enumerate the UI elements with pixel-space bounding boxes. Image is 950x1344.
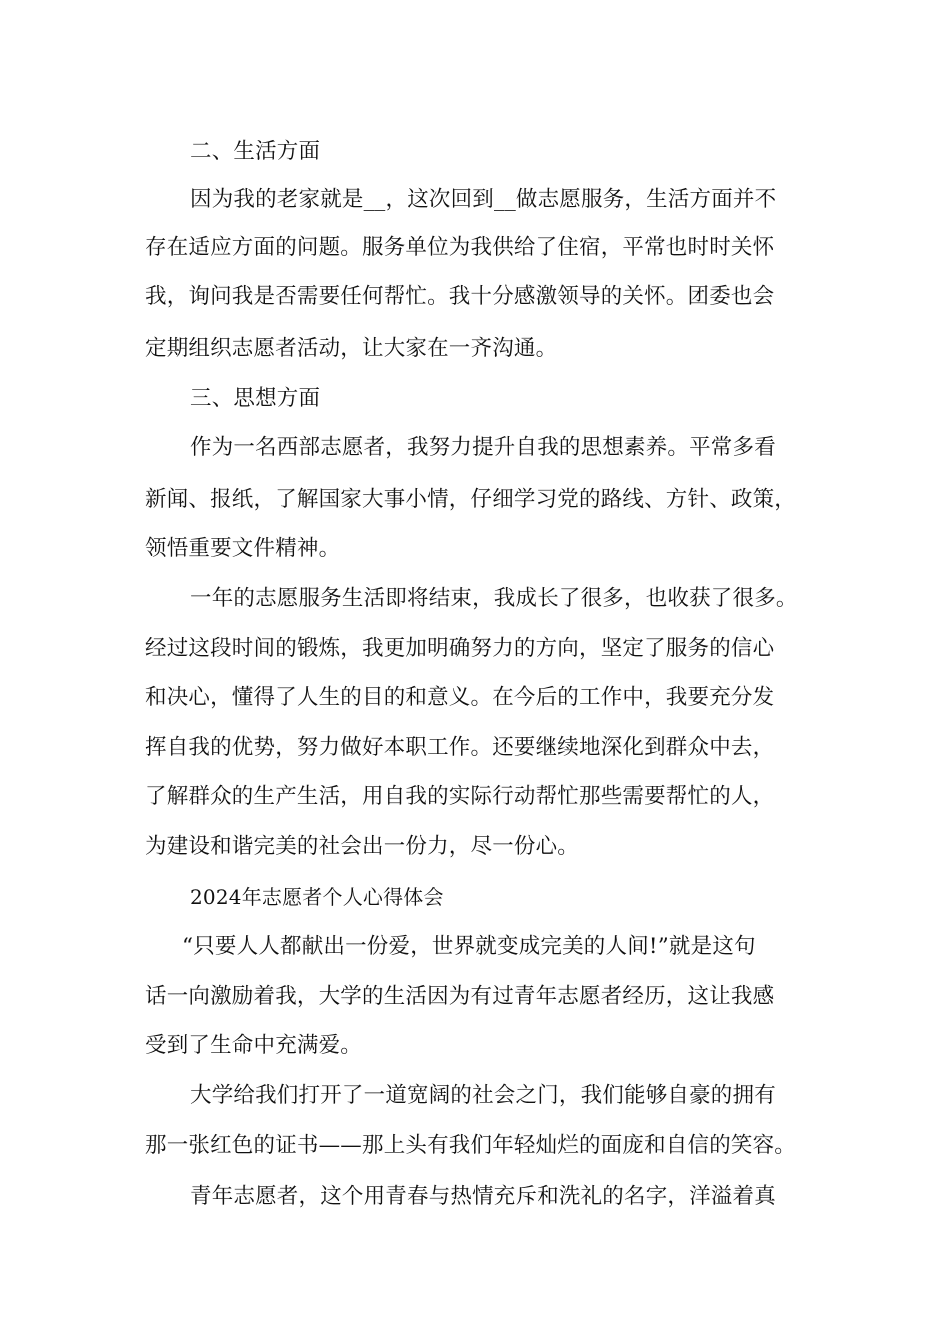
section-heading-life: 二、生活方面 [190,139,321,164]
paragraph-line: 定期组织志愿者活动，让大家在一齐沟通。 [145,336,558,361]
section-heading-thought: 三、思想方面 [190,386,321,411]
paragraph-line: 和决心，懂得了人生的目的和意义。在今后的工作中，我要充分发 [145,685,775,710]
paragraph-line: 我，询问我是否需要任何帮忙。我十分感激领导的关怀。团委也会 [145,284,775,309]
paragraph-line: 为建设和谐完美的社会出一份力，尽一份心。 [145,834,580,859]
paragraph-line: 话一向激励着我，大学的生活因为有过青年志愿者经历，这让我感 [145,984,775,1009]
paragraph-line: 作为一名西部志愿者，我努力提升自我的思想素养。平常多看 [190,435,776,460]
paragraph-line: 一年的志愿服务生活即将结束，我成长了很多，也收获了很多。 [190,586,798,611]
paragraph-line: 经过这段时间的锻炼，我更加明确努力的方向，坚定了服务的信心 [145,636,775,661]
paragraph-line: 挥自我的优势，努力做好本职工作。还要继续地深化到群众中去， [145,735,775,760]
paragraph-line: 存在适应方面的问题。服务单位为我供给了住宿，平常也时时关怀 [145,235,775,260]
article-title: 2024年志愿者个人心得体会 [190,885,444,909]
paragraph-line: 那一张红色的证书——那上头有我们年轻灿烂的面庞和自信的笑容。 [145,1133,797,1158]
paragraph-line: 领悟重要文件精神。 [145,536,341,561]
paragraph-line: “只要人人都献出一份爱，世界就变成完美的人间!”就是这句 [182,934,756,959]
paragraph-line: 了解群众的生产生活，用自我的实际行动帮忙那些需要帮忙的人， [145,784,775,809]
paragraph-line: 新闻、报纸，了解国家大事小情，仔细学习党的路线、方针、政策， [145,487,797,512]
paragraph-line: 因为我的老家就是__，这次回到__做志愿服务，生活方面并不 [190,187,777,212]
paragraph-line: 大学给我们打开了一道宽阔的社会之门，我们能够自豪的拥有 [190,1083,776,1108]
paragraph-line: 青年志愿者，这个用青春与热情充斥和洗礼的名字，洋溢着真 [190,1184,776,1209]
paragraph-line: 受到了生命中充满爱。 [145,1033,363,1058]
